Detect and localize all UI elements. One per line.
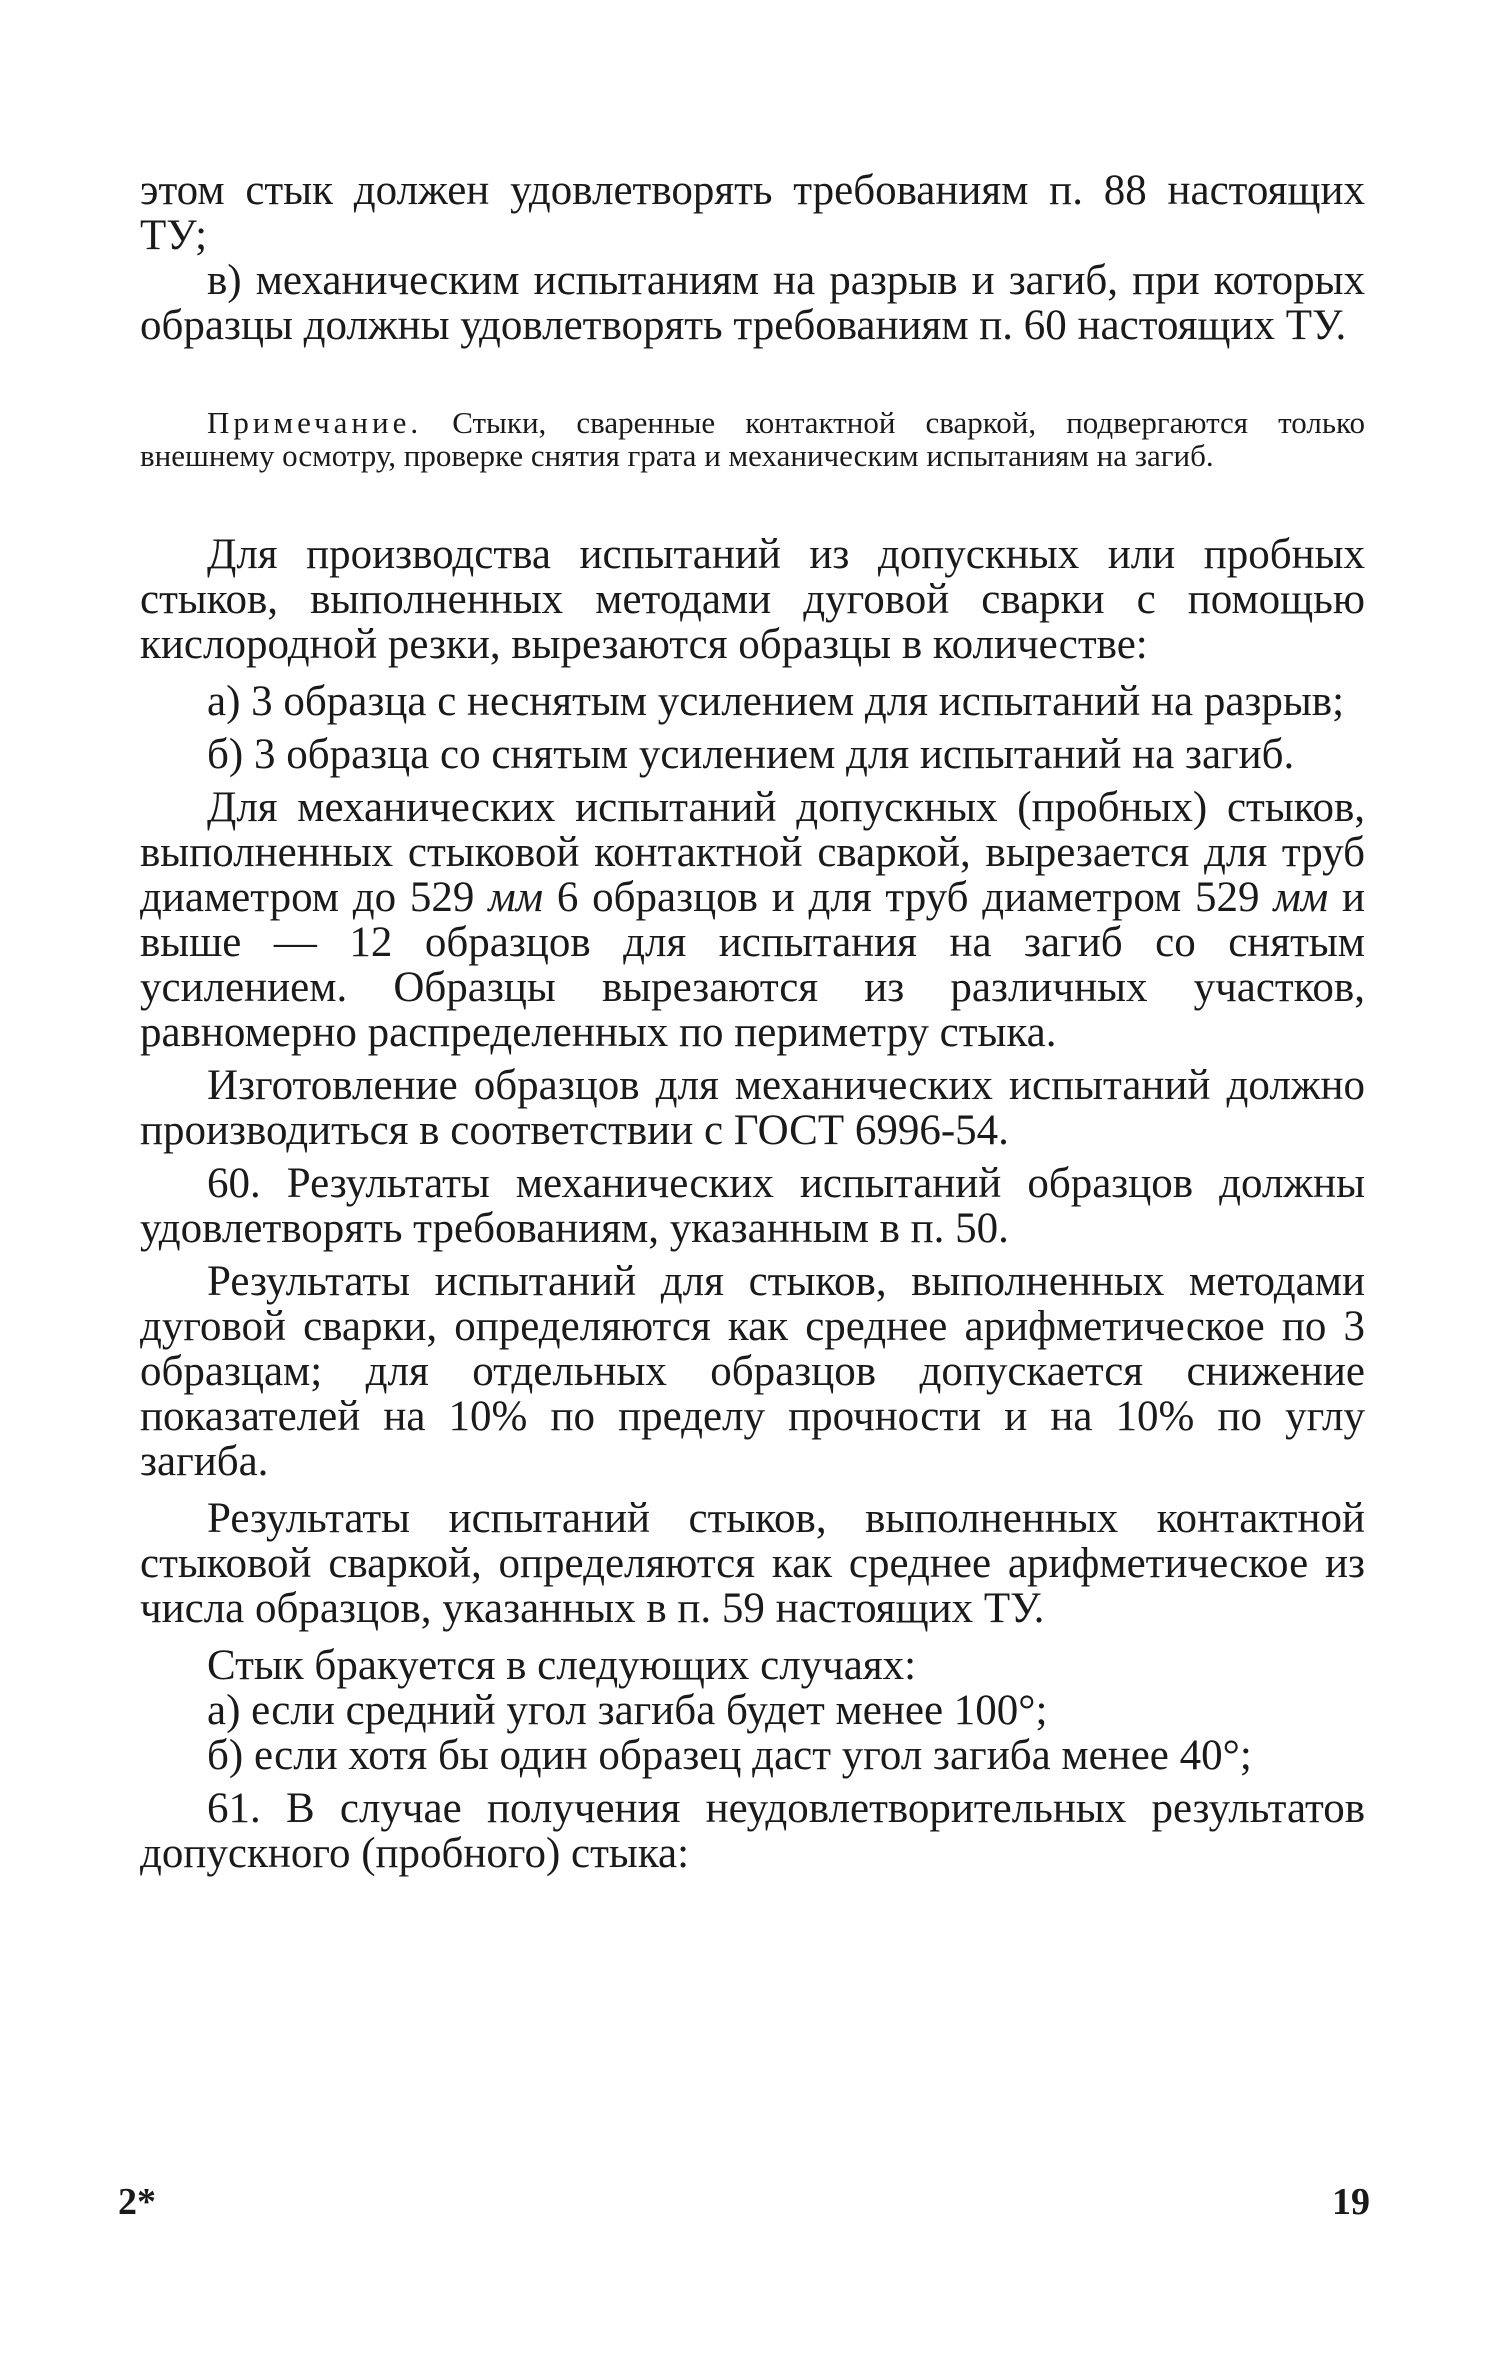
- unit-mm: мм: [1273, 874, 1329, 921]
- page-number: 19: [1332, 2181, 1370, 2223]
- paragraph-contact-results: Результаты испытаний стыков, выполненных контактной стыковой сваркой, определяются как среднее арифметическое из числа образцов, указанных в п. 59 настоящих ТУ.: [140, 1495, 1365, 1632]
- note: [140, 406, 1365, 472]
- note-text: Стыки, сваренные контактной сваркой, подвергаются только внешнему осмотру, проверке снятия грата и механическим испытаниям на загиб.: [140, 405, 1365, 473]
- list-item-reject-b: б) если хотя бы один образец даст угол загиба менее 40°;: [207, 1732, 1252, 1779]
- signature-mark: 2*: [118, 2181, 156, 2223]
- paragraph-text-part: Для механических испытаний допускных (пробных) стыков, выполненных стыковой контактной сваркой, вырезается для труб диаметром до 529: [140, 784, 1365, 921]
- paragraph-60: 60. Результаты механических испытаний образцов должны удовлетворять требованиям, указанным в п. 50.: [140, 1160, 1365, 1252]
- paragraph-text-part: и выше — 12 образцов для испытания на загиб со снятым усилением. Образцы вырезаются из различных участков, равномерно распределенных по периметру стыка.: [140, 874, 1365, 1056]
- list-item-b: б) 3 образца со снятым усилением для испытаний на загиб.: [207, 731, 1295, 778]
- page-body: [140, 168, 1365, 1876]
- list-item-reject-a: а) если средний угол загиба будет менее 100°;: [207, 1687, 1048, 1734]
- unit-mm: мм: [488, 874, 544, 921]
- paragraph-arc-results: Результаты испытаний для стыков, выполненных методами дуговой сварки, определяются как среднее арифметическое по 3 образцам; для отдельных образцов допускается снижение показателей на 10% по пределу прочности и на 10% по углу загиба.: [140, 1258, 1365, 1485]
- paragraph-text-part: 6 образцов и для труб диаметром 529: [543, 874, 1274, 921]
- paragraph-gost: Изготовление образцов для механических испытаний должно производиться в соответствии с ГОСТ 6996-54.: [140, 1062, 1365, 1154]
- note-label: Примечание.: [207, 405, 423, 440]
- paragraph-samples-intro: Для производства испытаний из допускных или пробных стыков, выполненных методами дуговой сварки с помощью кислородной резки, вырезаются образцы в количестве:: [140, 531, 1365, 668]
- list-item-a: а) 3 образца с неснятым усилением для испытаний на разрыв;: [207, 678, 1345, 725]
- list-item-v: в) механическим испытаниям на разрыв и загиб, при которых образцы должны удовлетворять требованиям п. 60 настоящих ТУ.: [140, 257, 1365, 349]
- paragraph-continuation: этом стык должен удовлетворять требованиям п. 88 настоящих ТУ;: [140, 167, 1365, 259]
- paragraph-contact-welding: [140, 785, 1365, 1055]
- paragraph-61: 61. В случае получения неудовлетворительных результатов допускного (пробного) стыка:: [140, 1785, 1365, 1877]
- paragraph-reject-cases: Стык бракуется в следующих случаях:: [207, 1642, 917, 1689]
